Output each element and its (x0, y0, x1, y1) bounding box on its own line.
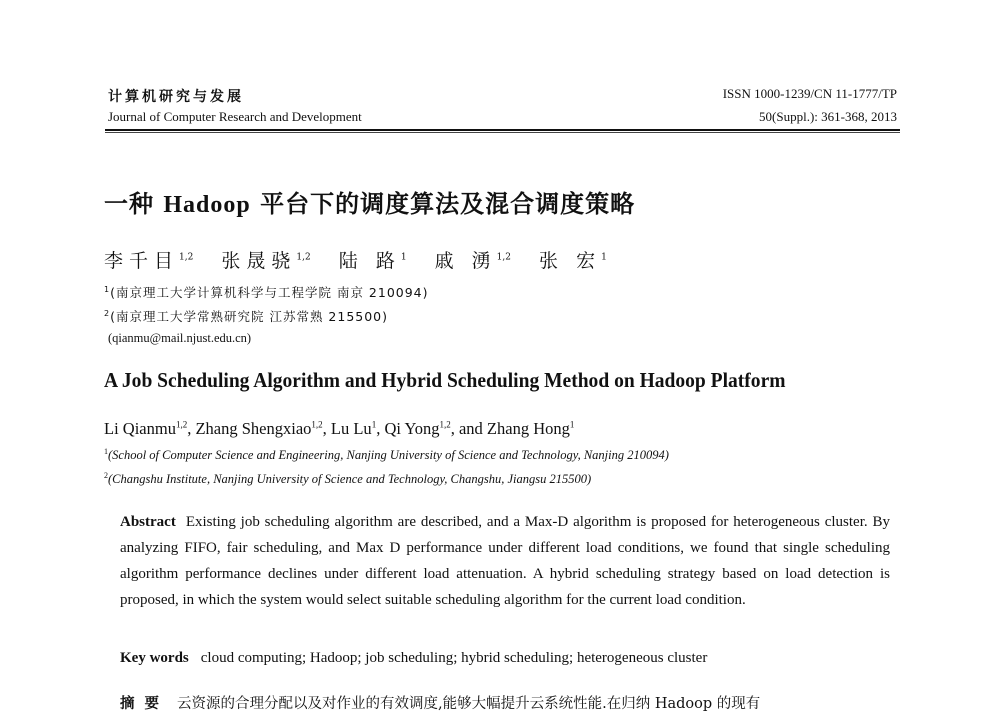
affiliation-sup: 1 (104, 447, 108, 456)
author-cn-name: 张晟骁 (221, 250, 297, 272)
author-en-sup: 1,2 (439, 419, 451, 430)
affiliation-text: (Changshu Institute, Nanjing University of Science and Technology, Changshu, Jiangsu 215500) (108, 472, 592, 487)
affiliation-cn-2 (104, 307, 388, 325)
author-separator: , (376, 419, 385, 438)
author-en-sup: 1 (371, 419, 377, 430)
author-cn (539, 250, 607, 272)
title-en: A Job Scheduling Algorithm and Hybrid Scheduling Method on Hadoop Platform (104, 368, 786, 392)
author-en-name: Lu Lu (330, 419, 372, 438)
author-cn-sup: 1,2 (179, 252, 194, 263)
author-en-name: Zhang Shengxiao (195, 419, 312, 438)
abstract-cn-text: 云资源的合理分配以及对作业的有效调度,能够大幅提升云系统性能.在归纳 Hadoop 的现有 (177, 696, 761, 712)
author-cn-sup: 1 (400, 252, 407, 263)
title-cn-latin: Hadoop (163, 192, 251, 218)
abstract-cn (120, 692, 760, 713)
author-cn-sup: 1,2 (296, 252, 311, 263)
journal-name-en: Journal of Computer Research and Development (108, 109, 362, 124)
affiliation-en-1 (104, 447, 669, 463)
author-cn (104, 250, 193, 272)
author-en-name: Qi Yong (384, 419, 440, 438)
volume-pages: 50(Suppl.): 361-368, 2013 (759, 109, 897, 124)
affiliation-text: (School of Computer Science and Engineering, Nanjing University of Science and Technology, Nanjing 210094) (108, 448, 669, 463)
affiliation-text: (南京理工大学计算机科学与工程学院 南京 210094) (110, 285, 429, 300)
author-cn-name: 戚 湧 (434, 250, 497, 272)
authors-cn (104, 246, 629, 273)
journal-name-cn: 计算机研究与发展 (108, 89, 244, 105)
title-cn-suffix: 平台下的调度算法及混合调度策略 (250, 190, 636, 218)
abstract-label: Abstract (120, 514, 176, 530)
keywords-en (120, 650, 707, 667)
author-cn (339, 250, 407, 272)
author-cn-sup: 1 (601, 252, 607, 263)
title-cn (104, 184, 635, 219)
author-separator: , (322, 419, 331, 438)
author-separator: , (187, 419, 196, 438)
author-cn-name: 李千目 (104, 250, 180, 272)
affiliation-sup: 1 (104, 284, 111, 294)
keywords-label: Key words (120, 650, 189, 666)
author-cn (435, 250, 511, 272)
author-en-name: Zhang Hong (486, 419, 570, 438)
author-en-sup: 1,2 (311, 419, 323, 430)
keywords-text: cloud computing; Hadoop; job scheduling; hybrid scheduling; heterogeneous cluster (200, 650, 708, 666)
abstract-text: Existing job scheduling algorithm are described, and a Max-D algorithm is proposed for heterogeneous cluster. By analyzing FIFO, fair scheduling, and Max D performance under different load conditions, we found that single scheduling algorithm performance declines under different load attenuation. A hybrid scheduling strategy based on load detection is proposed, in which the system would select suitable scheduling algorithm for the current load condition. (120, 514, 890, 608)
author-en-sup: 1 (569, 419, 575, 430)
author-cn-name: 陆 路 (338, 250, 401, 272)
author-cn-name: 张 宏 (539, 250, 602, 272)
abstract-en (120, 509, 890, 613)
affiliation-cn-1 (104, 283, 429, 301)
affiliation-sup: 2 (104, 308, 111, 318)
author-cn (221, 250, 310, 272)
author-email: (qianmu@mail.njust.edu.cn) (108, 331, 252, 345)
author-cn-sup: 1,2 (496, 252, 511, 263)
author-en-name: Li Qianmu (104, 419, 176, 438)
affiliation-en-2 (104, 471, 591, 487)
title-cn-prefix: 一种 (104, 190, 164, 218)
header-divider-thin (105, 132, 900, 133)
issn: ISSN 1000-1239/CN 11-1777/TP (722, 86, 897, 101)
affiliation-text: (南京理工大学常熟研究院 江苏常熟 215500) (110, 309, 389, 324)
author-separator: , and (450, 419, 487, 438)
abstract-cn-label: 摘要 (120, 696, 169, 712)
author-en-sup: 1,2 (175, 419, 188, 430)
header-divider (105, 129, 900, 131)
authors-en (104, 419, 574, 439)
affiliation-sup: 2 (104, 471, 108, 480)
